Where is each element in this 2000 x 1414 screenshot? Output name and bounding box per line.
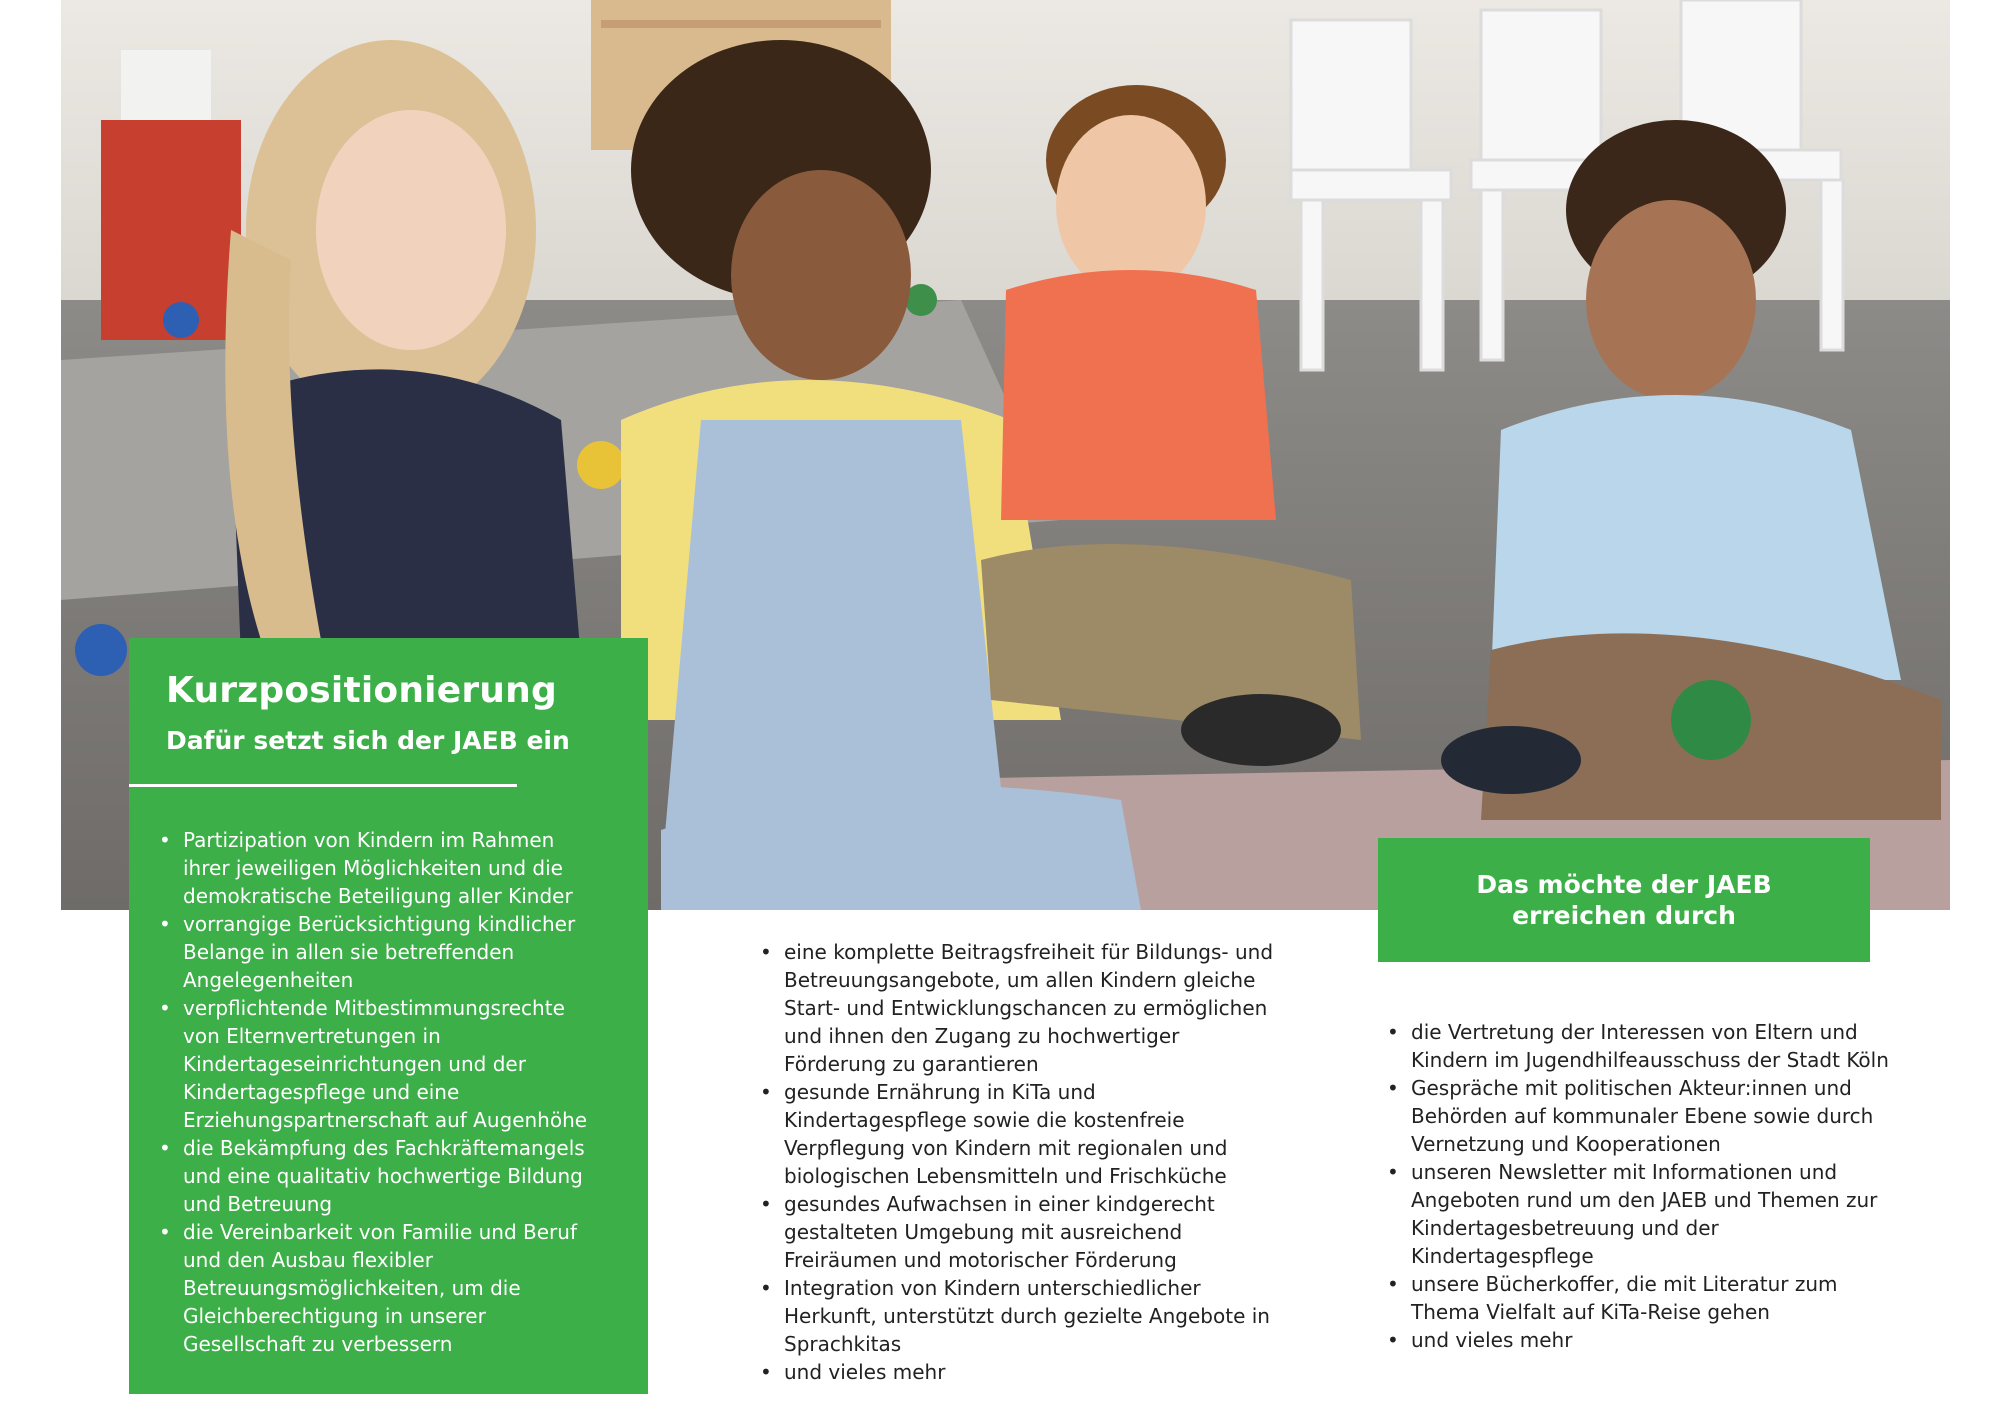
- list-item: • eine komplette Beitragsfreiheit für Bildungs- und Betreuungsangebote, um allen Kindern gleiche Start- und Entwicklungschancen zu ermöglichen und ihnen den Zugang zu hochwertiger Förderung zu garantieren: [754, 938, 1274, 1078]
- panel-subtitle: Dafür setzt sich der JAEB ein: [166, 726, 570, 755]
- list-item: • die Vertretung der Interessen von Eltern und Kindern im Jugendhilfeausschuss der Stadt Köln: [1381, 1018, 1891, 1074]
- list-item: • Integration von Kindern unterschiedlicher Herkunft, unterstützt durch gezielte Angebote in Sprachkitas: [754, 1274, 1274, 1358]
- list-item: • gesundes Aufwachsen in einer kindgerecht gestalteten Umgebung mit ausreichend Freiräumen und motorischer Förderung: [754, 1190, 1274, 1274]
- list-item: • Gespräche mit politischen Akteur:innen und Behörden auf kommunaler Ebene sowie durch Vernetzung und Kooperationen: [1381, 1074, 1891, 1158]
- goals-heading-box: [1378, 838, 1870, 962]
- list-item: • gesunde Ernährung in KiTa und Kindertagespflege sowie die kostenfreie Verpflegung von Kindern mit regionalen und biologischen Lebensmitteln und Frischküche: [754, 1078, 1274, 1190]
- panel-divider: [129, 784, 517, 787]
- list-item: • die Bekämpfung des Fachkräftemangels und eine qualitativ hochwertige Bildung und Betreuung: [153, 1134, 593, 1218]
- list-item: • vorrangige Berücksichtigung kindlicher Belange in allen sie betreffenden Angelegenheiten: [153, 910, 593, 994]
- list-item: • und vieles mehr: [1381, 1326, 1891, 1354]
- panel-title: Kurzpositionierung: [166, 670, 557, 711]
- positioning-list: [153, 826, 593, 1358]
- list-item: • Partizipation von Kindern im Rahmen ihrer jeweiligen Möglichkeiten und die demokratische Beteiligung aller Kinder: [153, 826, 593, 910]
- goals-list: [1381, 1018, 1891, 1354]
- list-item: • verpflichtende Mitbestimmungsrechte von Elternvertretungen in Kindertageseinrichtungen und der Kindertagespflege und eine Erziehungspartnerschaft auf Augenhöhe: [153, 994, 593, 1134]
- list-item: • unseren Newsletter mit Informationen und Angeboten rund um den JAEB und Themen zur Kindertagesbetreuung und der Kindertagespflege: [1381, 1158, 1891, 1270]
- list-item: • unsere Bücherkoffer, die mit Literatur zum Thema Vielfalt auf KiTa-Reise gehen: [1381, 1270, 1891, 1326]
- middle-list: [754, 938, 1274, 1386]
- list-item: • und vieles mehr: [754, 1358, 1274, 1386]
- positioning-panel: [129, 638, 648, 1394]
- goals-heading: Das möchte der JAEB erreichen durch: [1476, 870, 1772, 930]
- list-item: • die Vereinbarkeit von Familie und Beruf und den Ausbau flexibler Betreuungsmöglichkeiten, um die Gleichberechtigung in unserer Gesellschaft zu verbessern: [153, 1218, 593, 1358]
